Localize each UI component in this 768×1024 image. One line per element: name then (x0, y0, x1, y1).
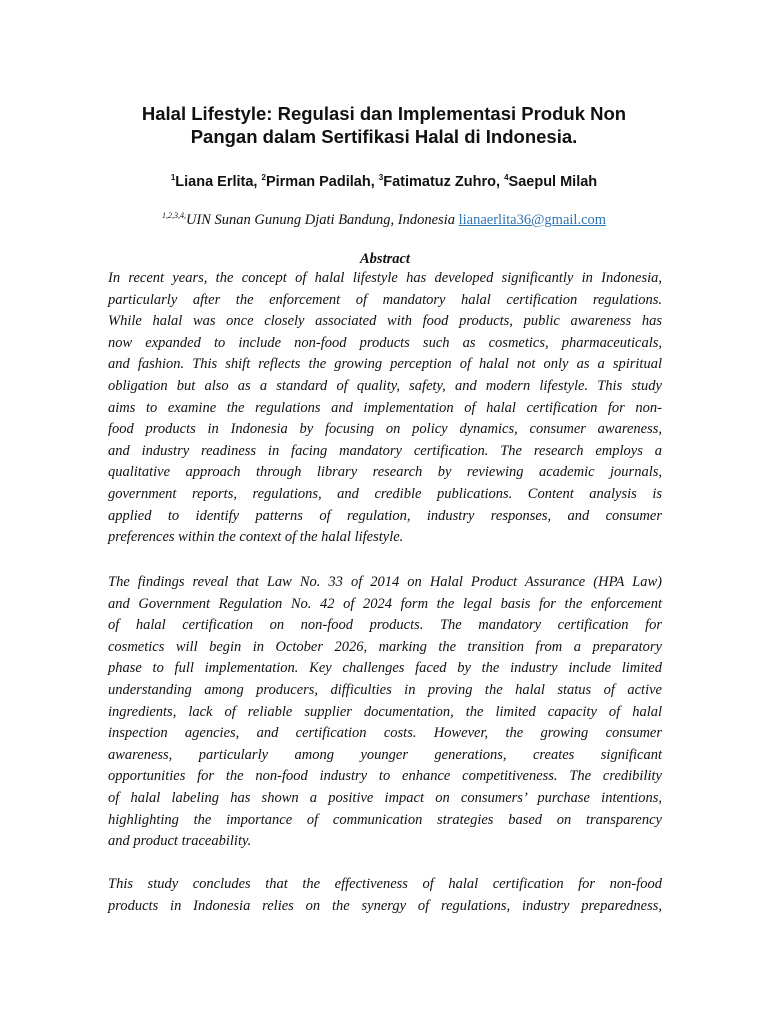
abstract-line: now expanded to include non-food products such as cosmetics, pharmaceuticals, (108, 334, 662, 351)
author-1-name: Liana Erlita, (175, 174, 258, 190)
abstract-line: understanding among producers, difficulties in proving the halal status of active (108, 681, 662, 698)
abstract-line: In recent years, the concept of halal lifestyle has developed significantly in Indonesia, (108, 270, 662, 286)
abstract-paragraph-2 (108, 572, 662, 853)
abstract-line: and fashion. This shift reflects the growing perception of halal not only as a spiritual (108, 356, 662, 373)
abstract-line: phase to full implementation. Key challenges faced by the industry include limited (108, 660, 662, 677)
paper-title (100, 102, 668, 148)
abstract-line: cosmetics will begin in October 2026, marking the transition from a preparatory (108, 638, 662, 655)
abstract-line: aims to examine the regulations and implementation of halal certification for non- (108, 399, 662, 416)
abstract-line: The findings reveal that Law No. 33 of 2014 on Halal Product Assurance (HPA Law) (108, 574, 662, 590)
author-3-superscript: 3 (378, 173, 384, 183)
abstract-paragraph-3 (108, 874, 662, 917)
abstract-line: obligation but also as a standard of quality, safety, and modern lifestyle. This study (108, 377, 662, 394)
affiliation (80, 210, 688, 230)
author-1-superscript: 1 (170, 173, 176, 183)
abstract-line: inspection agencies, and certification costs. However, the growing consumer (108, 725, 662, 742)
abstract-line: products in Indonesia relies on the synergy of regulations, industry preparedness, (108, 897, 662, 914)
abstract-line: of halal certification on non-food products. The mandatory certification for (108, 617, 662, 634)
abstract-line: food products in Indonesia by focusing on policy dynamics, consumer awareness, (108, 421, 662, 438)
abstract-line: highlighting the importance of communication strategies based on transparency (108, 811, 662, 828)
abstract-line: ingredients, lack of reliable supplier documentation, the limited capacity of halal (108, 703, 662, 720)
author-list (100, 172, 668, 192)
abstract-paragraph-1 (108, 268, 662, 549)
affiliation-text: UIN Sunan Gunung Djati Bandung, Indonesia (185, 212, 455, 228)
abstract-line: and industry readiness in facing mandatory certification. The research employs a (108, 442, 662, 459)
abstract-line: particularly after the enforcement of mandatory halal certification regulations. (108, 291, 662, 308)
abstract-line: preferences within the context of the halal lifestyle. (108, 529, 404, 546)
abstract-line: government reports, regulations, and credible publications. Content analysis is (108, 485, 662, 502)
author-2-superscript: 2 (261, 173, 266, 183)
abstract-line: This study concludes that the effectiveness of halal certification for non-food (108, 876, 662, 892)
author-4-name: Saepul Milah (508, 174, 598, 190)
abstract-line: applied to identify patterns of regulation, industry responses, and consumer (108, 507, 662, 524)
abstract-line: awareness, particularly among younger generations, creates significant (108, 746, 662, 763)
abstract-line: While halal was once closely associated with food products, public awareness has (108, 313, 662, 330)
abstract-line: opportunities for the non-food industry to enhance competitiveness. The credibility (108, 768, 662, 785)
author-4-superscript: 4 (504, 173, 509, 183)
title-line-1: Halal Lifestyle: Regulasi dan Implementasi Produk Non (141, 103, 627, 124)
abstract-line: of halal labeling has shown a positive impact on consumers’ purchase intentions, (108, 789, 662, 806)
author-3-name: Fatimatuz Zuhro, (383, 174, 501, 190)
abstract-line: qualitative approach through library research by reviewing academic journals, (108, 464, 662, 481)
abstract-heading: Abstract (360, 251, 410, 267)
abstract-line: and Government Regulation No. 42 of 2024 form the legal basis for the enforcement (108, 595, 662, 612)
affiliation-superscript: 1,2,3,4, (161, 211, 186, 221)
author-2-name: Pirman Padilah, (265, 174, 375, 190)
title-line-2: Pangan dalam Sertifikasi Halal di Indonesia. (190, 126, 578, 147)
abstract-line: and product traceability. (108, 833, 252, 850)
email-link[interactable]: lianaerlita36@gmail.com (458, 212, 607, 228)
